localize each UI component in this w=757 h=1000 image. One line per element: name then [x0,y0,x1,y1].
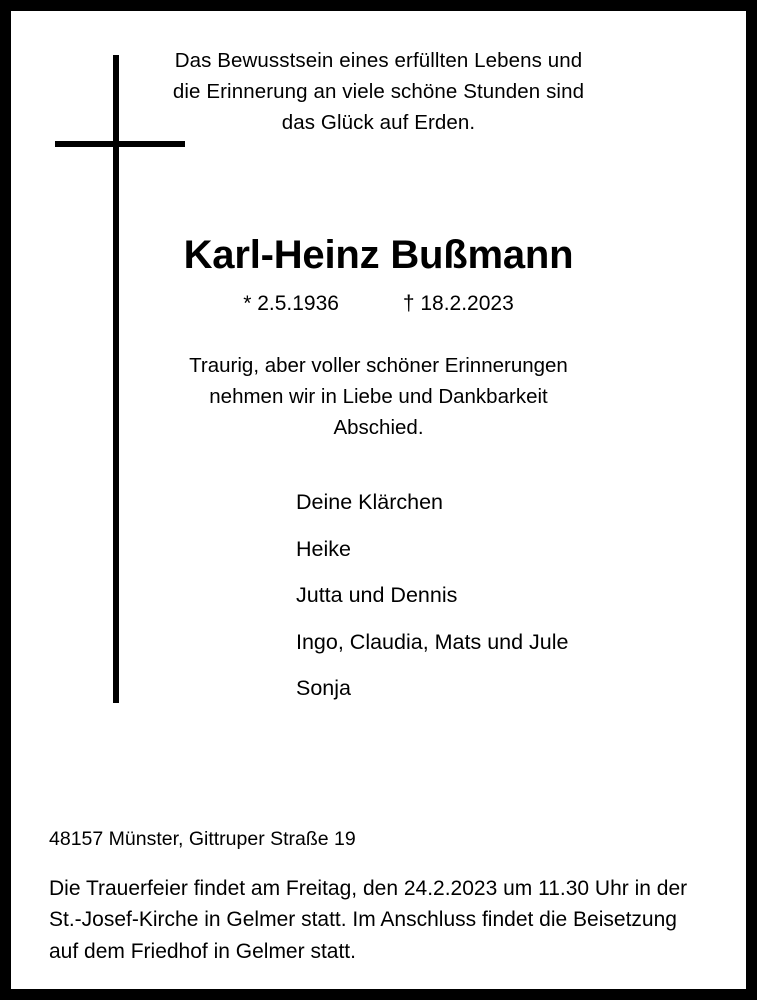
list-item: Ingo, Claudia, Mats und Jule [296,629,569,654]
list-item: Deine Klärchen [296,490,444,514]
mourners-list [49,479,708,712]
deceased-name: Karl-Heinz Bußmann [183,233,574,277]
address: 48157 Münster, Gittruper Straße 19 [49,827,356,850]
notice-footer [11,828,746,968]
farewell-line-2: nehmen wir in Liebe und Dankbarkeit [209,385,548,408]
list-item: Jutta und Dennis [296,583,458,607]
farewell-line-1: Traurig, aber voller schöner Erinnerungen [189,354,568,377]
life-dates [49,292,708,316]
epitaph [49,45,708,138]
notice-content [11,11,746,712]
epitaph-line-1: Das Bewusstsein eines erfüllten Lebens und [174,49,583,72]
farewell-message [49,350,708,443]
service-details: Die Trauerfeier findet am Freitag, den 24.2.2023 um 11.30 Uhr in der St.-Josef-Kirche in Gelmer statt. Im Anschluss findet die Beisetzung auf dem Friedhof in Gelmer statt. [49,876,688,963]
death-date: † 18.2.2023 [402,292,514,315]
epitaph-line-3: das Glück auf Erden. [281,111,476,134]
list-item: Sonja [296,676,351,700]
farewell-line-3: Abschied. [333,416,424,439]
list-item: Heike [296,536,351,561]
epitaph-line-2: die Erinnerung an viele schöne Stunden sind [172,80,585,103]
birth-date: * 2.5.1936 [243,292,339,315]
notice-inner [11,11,746,989]
